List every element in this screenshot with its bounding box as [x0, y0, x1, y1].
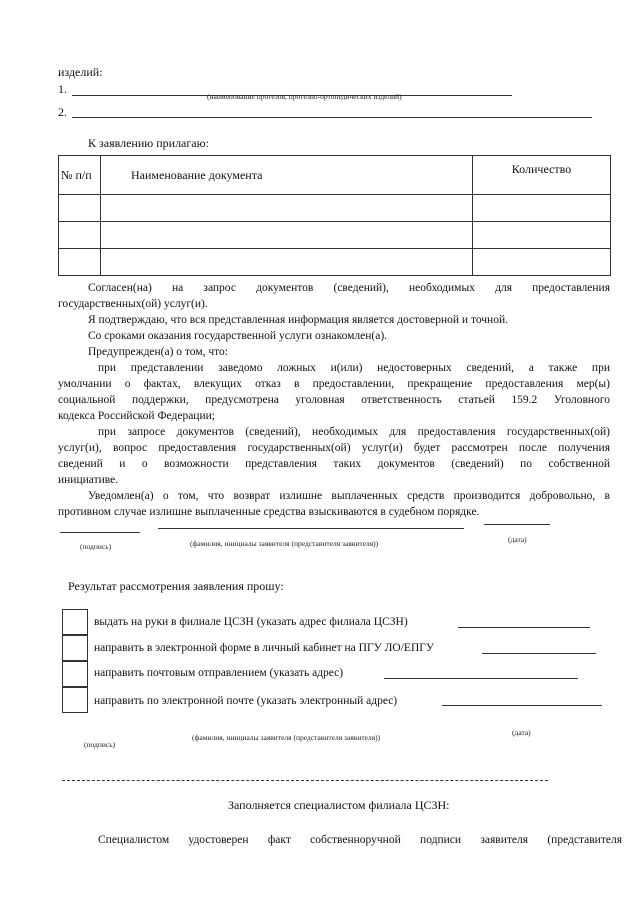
statement-line: Согласен(на) на запрос документов (сведений), необходимых для предоставления: [88, 282, 610, 294]
statement-line: при представлении заведомо ложных и(или) недостоверных сведений, а также при: [98, 362, 610, 374]
result-option-field[interactable]: [442, 705, 602, 706]
attachments-table: [58, 155, 611, 276]
statement-line: услуг(и), вопрос предоставления государственных(ой) услуг(и) будет рассмотрен после получения: [58, 442, 610, 454]
table-row: [59, 222, 611, 249]
table-cell[interactable]: [59, 249, 101, 276]
column-header-quantity: Количество: [473, 156, 611, 195]
statement-line: социальной поддержки, предусмотрена уголовная ответственность статьей 159.2 Уголовного: [58, 394, 610, 406]
table-row: [59, 195, 611, 222]
table-row: [59, 249, 611, 276]
table-cell[interactable]: [101, 195, 473, 222]
result-option-field[interactable]: [458, 627, 590, 628]
table-cell[interactable]: [473, 195, 611, 222]
column-header-document: Наименование документа: [101, 156, 473, 195]
statement-line: умолчании о фактах, влекущих отказ в предоставлении, прекращение предоставления мер(ы): [58, 378, 610, 390]
date-caption: (дата): [508, 535, 527, 544]
statement-line: Предупрежден(а) о том, что:: [88, 346, 228, 358]
result-option-field[interactable]: [482, 653, 596, 654]
signature-line[interactable]: [60, 532, 140, 533]
statement-line: государственных(ой) услуг(и).: [58, 298, 208, 310]
result-option-label: направить в электронной форме в личный кабинет на ПГУ ЛО/ЕПГУ: [94, 642, 435, 654]
specialist-heading: Заполняется специалистом филиала ЦСЗН:: [228, 798, 450, 812]
result-option-label: направить по электронной почте (указать электронный адрес): [94, 695, 398, 707]
statement-line: Я подтверждаю, что вся представленная информация является достоверной и точной.: [88, 314, 508, 326]
result-option-checkbox[interactable]: [62, 687, 88, 713]
signature-caption: (подпись): [84, 740, 116, 749]
statement-line: при запросе документов (сведений), необходимых для предоставления государственных(ой): [98, 426, 610, 438]
result-option-checkbox[interactable]: [62, 609, 88, 635]
product-item-2-field[interactable]: [72, 117, 592, 118]
name-line[interactable]: [158, 528, 464, 529]
table-cell[interactable]: [101, 249, 473, 276]
products-caption: (наименование протезов, протезно-ортопедических изделий): [207, 92, 402, 101]
product-item-2-number: 2.: [58, 105, 67, 119]
statement-line: Со сроками оказания государственной услуги ознакомлен(а).: [88, 330, 388, 342]
table-cell[interactable]: [59, 195, 101, 222]
table-cell[interactable]: [101, 222, 473, 249]
statement-line: сведений и о возможности представления таких документов (сведений) по собственной: [58, 458, 610, 470]
products-label: изделий:: [58, 65, 103, 79]
table-cell[interactable]: [59, 222, 101, 249]
table-header-row: [59, 156, 611, 195]
dashed-divider: [62, 780, 548, 781]
date-line[interactable]: [484, 524, 550, 525]
result-option-label: выдать на руки в филиале ЦСЗН (указать адрес филиала ЦСЗН): [94, 616, 408, 628]
date-caption: (дата): [512, 728, 531, 737]
table-cell[interactable]: [473, 249, 611, 276]
table-cell[interactable]: [473, 222, 611, 249]
statement-line: кодекса Российской Федерации;: [58, 410, 215, 422]
name-caption: (фамилия, инициалы заявителя (представителя заявителя)): [192, 733, 381, 742]
result-option-label: направить почтовым отправлением (указать адрес): [94, 667, 344, 679]
statement-line: противном случае излишне выплаченные средства взыскиваются в судебном порядке.: [58, 506, 480, 518]
result-option-checkbox[interactable]: [62, 635, 88, 661]
result-option-field[interactable]: [384, 678, 578, 679]
product-item-1-number: 1.: [58, 82, 67, 96]
attachments-heading: К заявлению прилагаю:: [88, 136, 209, 150]
result-heading: Результат рассмотрения заявления прошу:: [68, 579, 284, 593]
statement-line: Уведомлен(а) о том, что возврат излишне выплаченных средств производится добровольно, в: [88, 490, 610, 502]
result-option-checkbox[interactable]: [62, 661, 88, 687]
name-caption: (фамилия, инициалы заявителя (представителя заявителя)): [190, 539, 379, 548]
column-header-number: № п/п: [59, 156, 101, 195]
statement-line: инициативе.: [58, 474, 119, 486]
specialist-text: Специалистом удостоверен факт собственноручной подписи заявителя (представителя: [98, 834, 622, 846]
signature-caption: (подпись): [80, 542, 112, 551]
